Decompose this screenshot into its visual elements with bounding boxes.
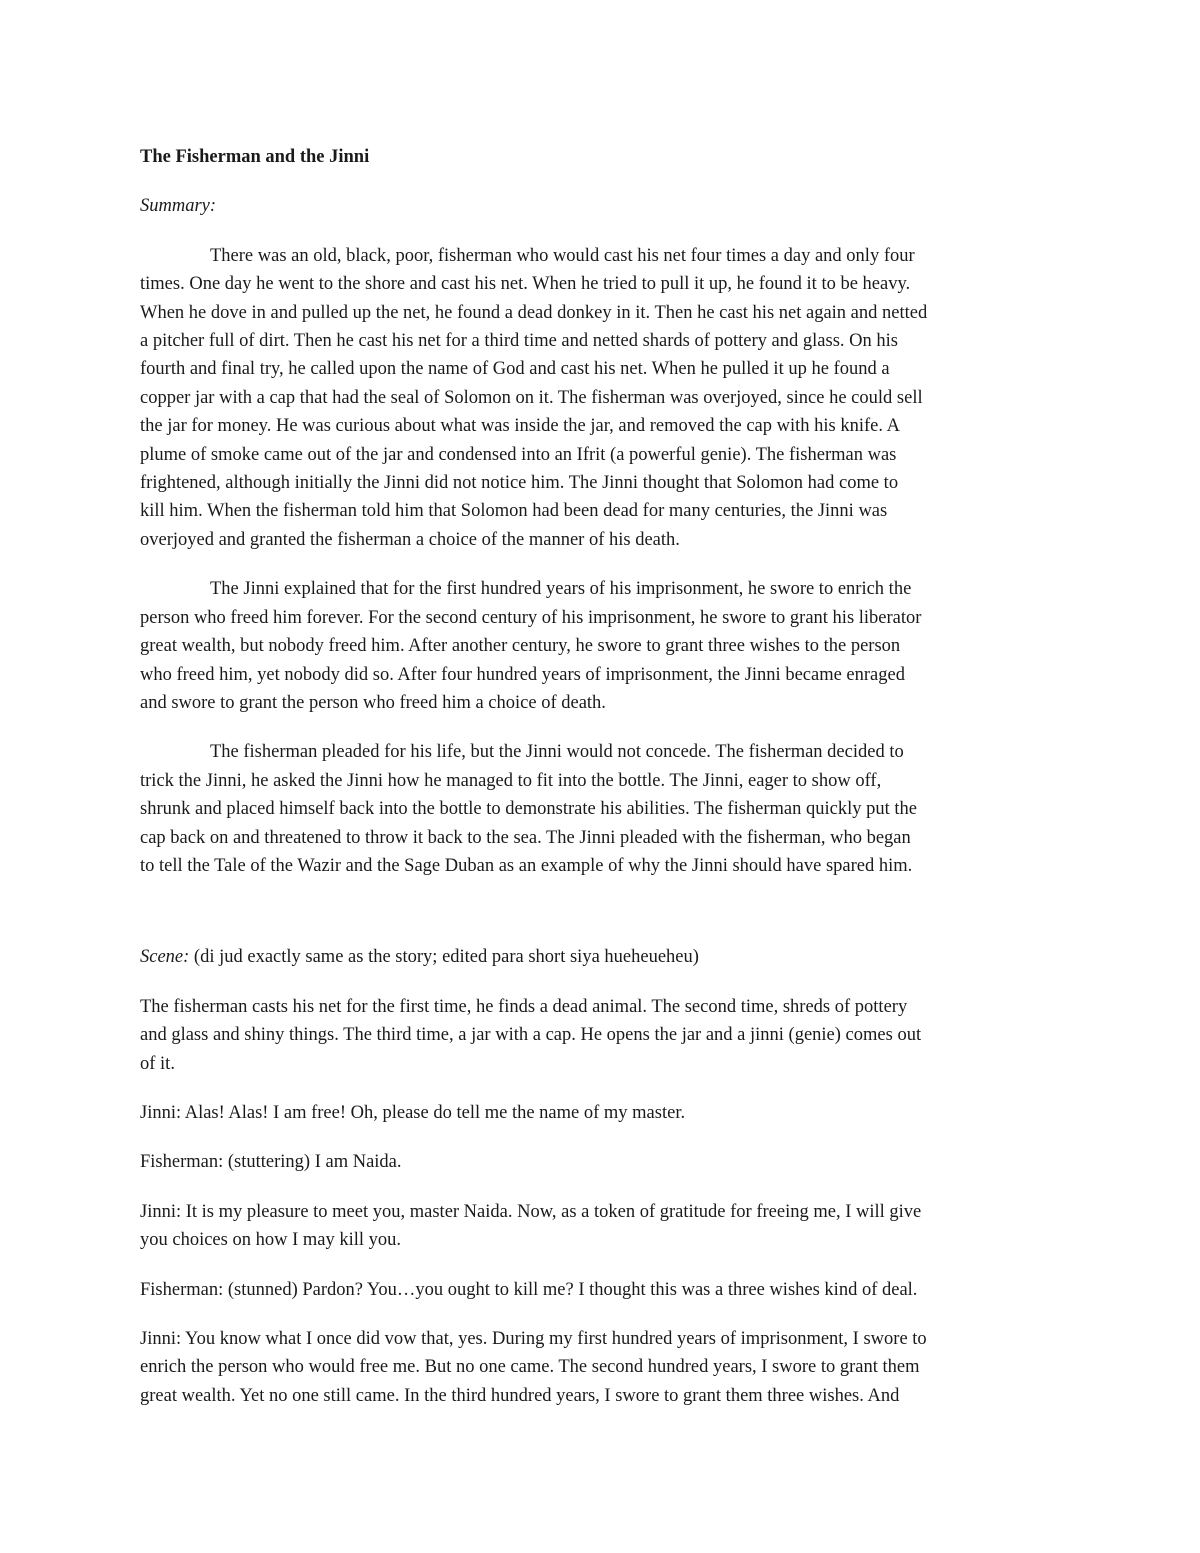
text-line: plume of smoke came out of the jar and condensed into an Ifrit (a powerful genie). The fisherman was [140, 444, 897, 465]
text-line: person who freed him forever. For the second century of his imprisonment, he swore to grant his liberator [140, 607, 922, 628]
text-line: and swore to grant the person who freed him a choice of death. [140, 692, 606, 713]
dialogue-line-fisherman-2 [140, 1276, 1062, 1304]
text-line: great wealth. Yet no one still came. In the third hundred years, I swore to grant them three wishes. And [140, 1385, 900, 1406]
dialogue-line-jinni-2 [140, 1198, 1062, 1255]
text-line: Jinni: It is my pleasure to meet you, master Naida. Now, as a token of gratitude for freeing me, I will give [140, 1201, 922, 1222]
text-line: and glass and shiny things. The third time, a jar with a cap. He opens the jar and a jinni (genie) comes out [140, 1025, 922, 1046]
text-line: Jinni: You know what I once did vow that, yes. During my first hundred years of imprisonment, I swore to [140, 1329, 927, 1349]
summary-paragraph-2 [140, 575, 1062, 717]
text-line: The fisherman pleaded for his life, but the Jinni would not concede. The fisherman decided to [210, 742, 904, 763]
text-line: Fisherman: (stuttering) I am Naida. [140, 1152, 402, 1173]
text-line: cap back on and threatened to throw it back to the sea. The Jinni pleaded with the fisherman, who began [140, 827, 911, 848]
summary-paragraph-3 [140, 738, 1062, 880]
text-line: trick the Jinni, he asked the Jinni how he managed to fit into the bottle. The Jinni, eager to show off, [140, 770, 882, 791]
text-line: Fisherman: (stunned) Pardon? You…you ought to kill me? I thought this was a three wishes kind of deal. [140, 1279, 918, 1300]
summary-paragraph-1 [140, 242, 1062, 554]
text-line: great wealth, but nobody freed him. After another century, he swore to grant three wishes to the person [140, 636, 901, 657]
text-line: you choices on how I may kill you. [140, 1230, 402, 1251]
summary-heading [140, 192, 1062, 220]
text-line: The Jinni explained that for the first hundred years of his imprisonment, he swore to enrich the [210, 579, 912, 600]
text-line: Jinni: Alas! Alas! I am free! Oh, please do tell me the name of my master. [140, 1102, 686, 1123]
document-page [140, 143, 1062, 1431]
text-line: enrich the person who would free me. But no one came. The second hundred years, I swore to grant them [140, 1357, 920, 1378]
section-spacer [140, 901, 1062, 943]
text-line: overjoyed and granted the fisherman a choice of the manner of his death. [140, 529, 680, 550]
scene-heading [140, 943, 1062, 971]
dialogue-line-jinni-1 [140, 1099, 1062, 1127]
document-title: The Fisherman and the Jinni [140, 147, 370, 167]
text-line: to tell the Tale of the Wazir and the Sage Duban as an example of why the Jinni should have spared him. [140, 855, 913, 876]
text-line: the jar for money. He was curious about what was inside the jar, and removed the cap with his knife. A [140, 416, 900, 437]
dialogue-line-fisherman-1 [140, 1148, 1062, 1176]
text-line: of it. [140, 1053, 175, 1074]
text-line: times. One day he went to the shore and cast his net. When he tried to pull it up, he found it to be heavy. [140, 274, 911, 295]
text-line: shrunk and placed himself back into the bottle to demonstrate his abilities. The fisherman quickly put the [140, 799, 917, 820]
text-line: When he dove in and pulled up the net, he found a dead donkey in it. Then he cast his net again and netted [140, 302, 928, 323]
text-line: There was an old, black, poor, fisherman who would cast his net four times a day and only four [210, 245, 915, 266]
text-line: who freed him, yet nobody did so. After four hundred years of imprisonment, the Jinni became enraged [140, 664, 905, 685]
text-line: copper jar with a cap that had the seal of Solomon on it. The fisherman was overjoyed, since he could sell [140, 387, 923, 408]
text-line: frightened, although initially the Jinni did not notice him. The Jinni thought that Solomon had come to [140, 473, 899, 494]
text-line: fourth and final try, he called upon the name of God and cast his net. When he pulled it up he found a [140, 359, 890, 380]
text-line: The fisherman casts his net for the first time, he finds a dead animal. The second time, shreds of pottery [140, 996, 908, 1017]
scene-note: (di jud exactly same as the story; edited para short siya hueheueheu) [189, 947, 699, 968]
scene-paragraph-1 [140, 993, 1062, 1078]
summary-label: Summary: [140, 196, 217, 217]
text-line: a pitcher full of dirt. Then he cast his net for a third time and netted shards of pottery and glass. On his [140, 331, 898, 352]
dialogue-line-jinni-3 [140, 1325, 1062, 1410]
scene-label: Scene: [140, 947, 190, 968]
text-line: kill him. When the fisherman told him that Solomon had been dead for many centuries, the Jinni was [140, 501, 888, 522]
